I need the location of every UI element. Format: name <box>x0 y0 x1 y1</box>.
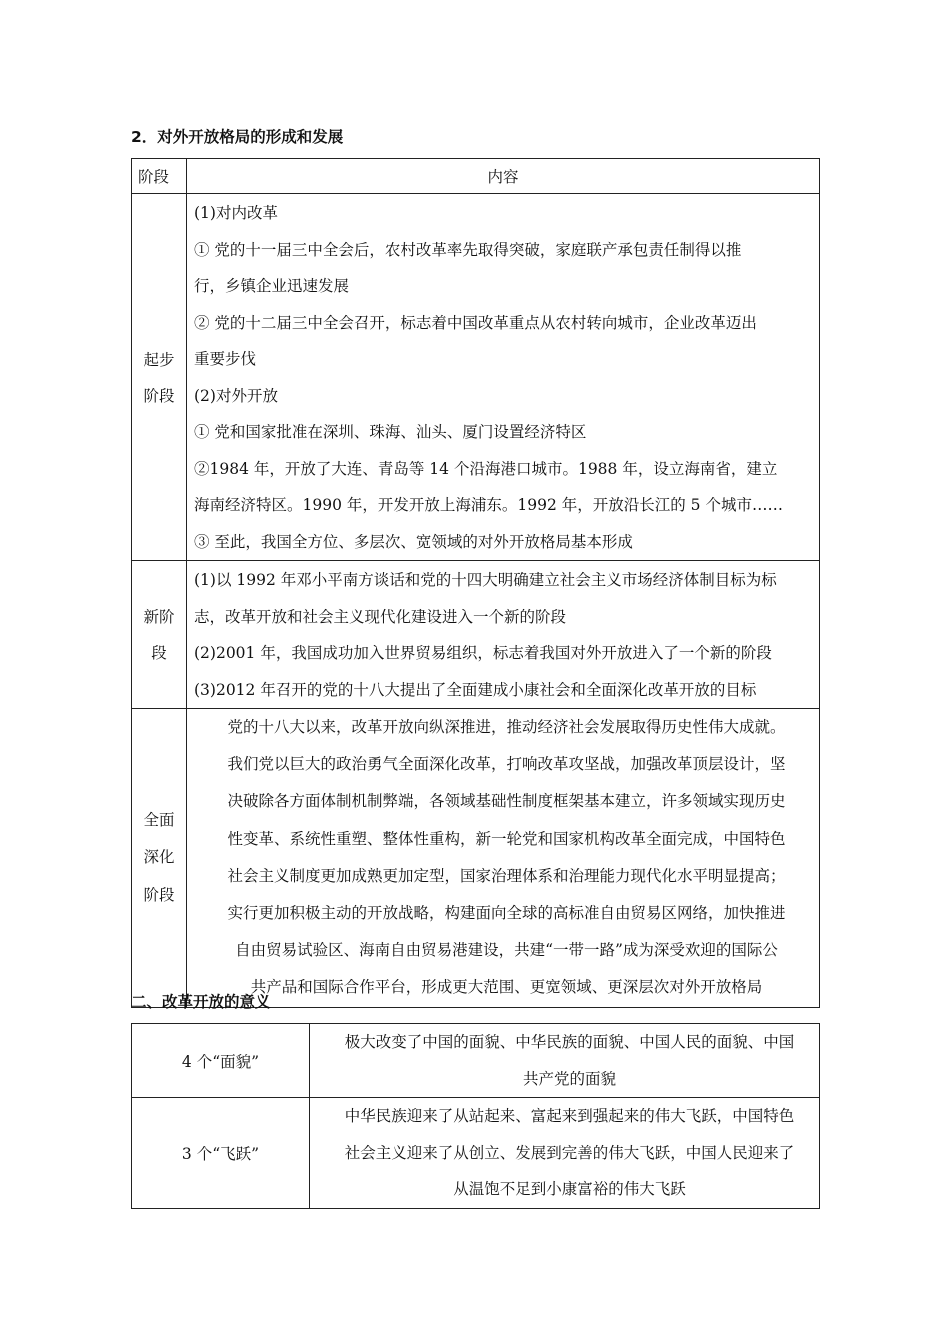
content-line: 从温饱不足到小康富裕的伟大飞跃 <box>453 1180 686 1198</box>
content-line: (2)对外开放 <box>194 386 278 405</box>
content-cell-initial <box>187 194 820 561</box>
table-row <box>132 1024 820 1098</box>
stage-cell-deepening <box>132 709 187 1008</box>
stage-label-line: 起步 <box>143 350 175 369</box>
header-stage: 阶段 <box>132 159 187 194</box>
stage-label-line: 深化 <box>143 848 175 867</box>
content-line: 海南经济特区。1990 年，开发开放上海浦东。1992 年，开放沿长江的 5 个城市…… <box>194 496 783 514</box>
section-heading-significance: 二、改革开放的意义 <box>131 993 271 1011</box>
content-line: 党的十八大以来，改革开放向纵深推进，推动经济社会发展取得历史性伟大成就。 <box>227 718 786 736</box>
table-row <box>132 194 820 561</box>
content-line: 重要步伐 <box>194 350 257 368</box>
table-row <box>132 1098 820 1209</box>
content-cell-faces <box>310 1024 820 1098</box>
content-cell-leaps <box>310 1098 820 1209</box>
content-line: 决破除各方面体制机制弊端，各领域基础性制度框架基本建立，许多领域实现历史 <box>227 792 786 811</box>
content-line: 社会主义迎来了从创立、发展到完善的伟大飞跃，中国人民迎来了 <box>344 1143 795 1162</box>
content-line: (3)2012 年召开的党的十八大提出了全面建成小康社会和全面深化改革开放的目标 <box>194 680 757 699</box>
stage-label-line: 阶段 <box>143 386 175 405</box>
content-cell-new <box>187 561 820 709</box>
content-line: 我们党以巨大的政治勇气全面深化改革，打响改革攻坚战，加强改革顶层设计，坚 <box>227 755 786 774</box>
content-line: ① 党的十一届三中全会后，农村改革率先取得突破，家庭联产承包责任制得以推 <box>194 240 742 259</box>
table-row <box>132 561 820 709</box>
content-cell-deepening <box>187 709 820 1008</box>
stage-label-line: 新阶 <box>143 608 175 626</box>
content-line: ① 党和国家批准在深圳、珠海、汕头、厦门设置经济特区 <box>194 423 587 441</box>
content-line: 志，改革开放和社会主义现代化建设进入一个新的阶段 <box>194 607 567 626</box>
content-line: 行，乡镇企业迅速发展 <box>194 277 350 295</box>
stage-label-line: 阶段 <box>143 885 175 904</box>
content-line: ② 党的十二届三中全会召开，标志着中国改革重点从农村转向城市，企业改革迈出 <box>194 313 757 332</box>
content-line: 极大改变了中国的面貌、中华民族的面貌、中国人民的面貌、中国 <box>344 1033 795 1051</box>
content-line: 自由贸易试验区、海南自由贸易港建设，共建“一带一路”成为深受欢迎的国际公 <box>235 941 778 960</box>
opening-pattern-table <box>131 158 820 1008</box>
content-line: 中华民族迎来了从站起来、富起来到强起来的伟大飞跃，中国特色 <box>344 1107 795 1125</box>
table-header-row <box>132 159 820 194</box>
table-row <box>132 709 820 1008</box>
content-line: 性变革、系统性重塑、整体性重构，新一轮党和国家机构改革全面完成，中国特色 <box>227 829 786 848</box>
stage-label-line: 段 <box>151 644 167 662</box>
stage-label-line: 全面 <box>143 811 175 830</box>
header-content: 内容 <box>187 159 820 194</box>
content-line: (1)以 1992 年邓小平南方谈话和党的十四大明确建立社会主义市场经济体制目标为标 <box>194 571 777 589</box>
significance-table <box>131 1023 820 1209</box>
content-line: (1)对内改革 <box>194 204 278 222</box>
content-line: ②1984 年，开放了大连、青岛等 14 个沿海港口城市。1988 年，设立海南省，建立 <box>194 459 778 478</box>
stage-cell-initial <box>132 194 187 561</box>
content-line: ③ 至此，我国全方位、多层次、宽领域的对外开放格局基本形成 <box>194 532 633 551</box>
content-line: 社会主义制度更加成熟更加定型，国家治理体系和治理能力现代化水平明显提高； <box>227 866 786 885</box>
stage-cell-new <box>132 561 187 709</box>
label-cell-leaps: 3 个“飞跃” <box>132 1098 310 1209</box>
content-line: 共产党的面貌 <box>522 1069 616 1088</box>
content-line: (2)2001 年，我国成功加入世界贸易组织，标志着我国对外开放进入了一个新的阶段 <box>194 644 772 662</box>
content-line: 共产品和国际合作平台，形成更大范围、更宽领域、更深层次对外开放格局 <box>250 978 763 997</box>
section-heading-opening-pattern: 2．对外开放格局的形成和发展 <box>131 128 344 146</box>
label-cell-faces: 4 个“面貌” <box>132 1024 310 1098</box>
content-line: 实行更加积极主动的开放战略，构建面向全球的高标准自由贸易区网络，加快推进 <box>227 904 786 923</box>
